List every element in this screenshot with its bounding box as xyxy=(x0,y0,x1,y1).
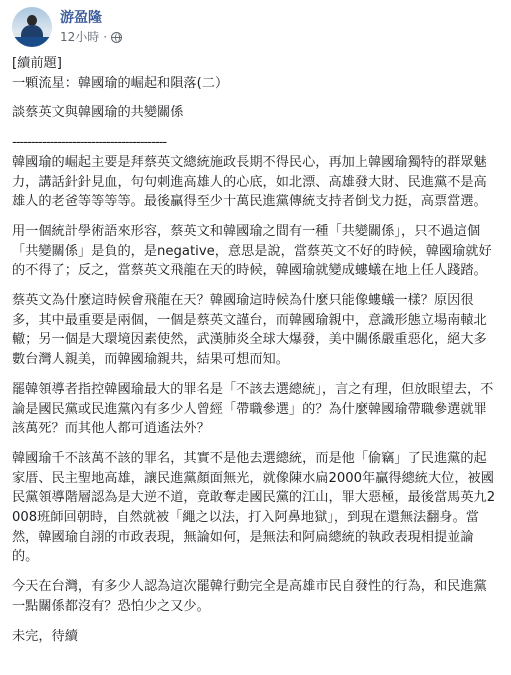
author-name[interactable]: 游盈隆 xyxy=(60,10,102,26)
public-globe-icon[interactable] xyxy=(111,32,122,43)
avatar-banner xyxy=(12,37,52,47)
post-intro xyxy=(12,54,499,93)
paragraph-1: 韓國瑜的崛起主要是拜蔡英文總統施政長期不得民心，再加上韓國瑜獨特的群眾魅力，講話針針見血，句句刺進高雄人的心底，如北漂、高雄發大財、民進黨不是高雄人的老爸等等等等。最後贏得至少十萬民進黨傳統支持者倒戈力挺，高票當選。 xyxy=(12,154,487,210)
author-avatar[interactable] xyxy=(12,7,52,47)
divider-line: ----------------------------------------- xyxy=(12,135,167,151)
post-body xyxy=(12,54,499,646)
paragraph-3: 蔡英文為什麼這時候會飛龍在天？韓國瑜這時候為什麼只能像螻蟻一樣？原因很多，其中最重要是兩個，一個是蔡英文謹台，而韓國瑜親中，意識形態立場南轅北轍；另一個是大環境因素使然，武漢肺炎全球大爆發，美中關係嚴重惡化，絕大多數台灣人親美，而韓國瑜親共，結果可想而知。 xyxy=(12,293,487,368)
post-time-row xyxy=(60,29,122,45)
paragraph-4: 罷韓領導者指控韓國瑜最大的罪名是「不該去選總統」，言之有理，但放眼望去，不論是國民黨或民進黨內有多少人曾經「帶職參選」的？為什麼韓國瑜帶職參選就罪該萬死？而其他人都可逍遙法外？ xyxy=(12,381,494,437)
series-title: 一顆流星：韓國瑜的崛起和隕落(二） xyxy=(12,75,229,91)
post-subtitle: 談蔡英文與韓國瑜的共變關係 xyxy=(12,105,184,121)
intro-tag: [續前題] xyxy=(12,56,62,71)
paragraph-7: 未完，待續 xyxy=(12,628,78,644)
paragraph-5: 韓國瑜千不該萬不該的罪名，其實不是他去選總統，而是他「偷竊」了民進黨的起家厝、民主聖地高雄，讓民進黨顏面無光，就像陳水扁2000年贏得總統大位，被國民黨領導階層認為是大逆不道，竟敢奪走國民黨的江山，罪大惡極，最後當馬英九2008班師回朝時，自然就被「繩之以法，打入阿鼻地獄」，到現在還無法翻身。當然，韓國瑜自詡的市政表現，無論如何，是無法和阿扁總統的執政表現相提並論的。 xyxy=(12,450,496,565)
post-timestamp[interactable]: 12小時 xyxy=(60,30,100,44)
post-header xyxy=(12,0,499,54)
avatar-figure-body xyxy=(21,25,43,37)
paragraph-2: 用一個統計學術語來形容，蔡英文和韓國瑜之間有一種「共變關係」，只不過這個「共變關係」是負的，是negative，意思是說，當蔡英文不好的時候，韓國瑜就好的不得了；反之，當蔡英文飛龍在天的時候，韓國瑜就變成螻蟻在地上任人踐踏。 xyxy=(12,223,492,279)
text-divider xyxy=(12,133,499,153)
meta-separator: · xyxy=(103,30,108,44)
paragraph-6: 今天在台灣，有多少人認為這次罷韓行動完全是高雄市民自發性的行為，和民進黨一點關係都沒有？恐怕少之又少。 xyxy=(12,579,487,614)
post-meta xyxy=(60,9,122,45)
